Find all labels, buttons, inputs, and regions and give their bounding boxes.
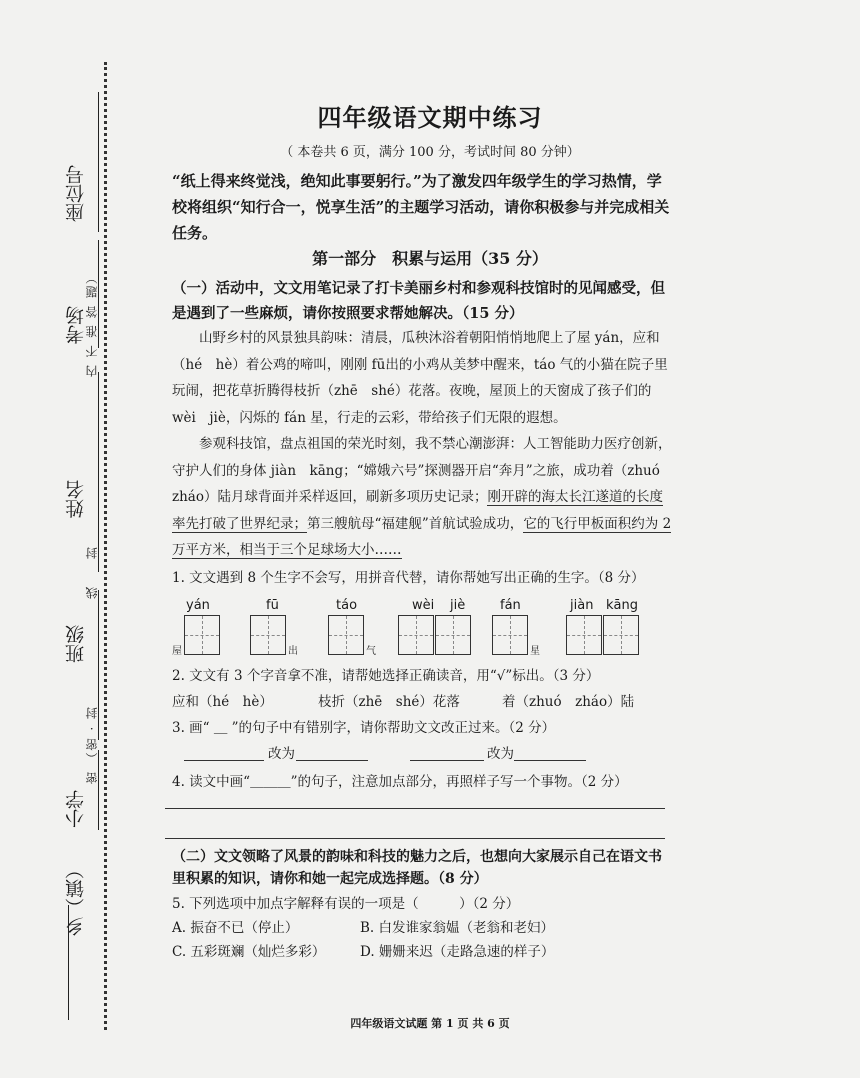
seal-dotted-line: [104, 62, 107, 1030]
char-grid-weijie[interactable]: [398, 615, 472, 655]
pinyin-label: wèi: [412, 598, 435, 613]
town-label: 乡（镇）: [65, 860, 87, 936]
passage-paragraph-1: 山野乡村的风景独具韵味：清晨，瓜秧沐浴着朝阳悄悄地爬上了屋 yán，应和（hé hè）着公鸡的啼叫，刚刚 fū出的小鸡从美梦中醒来，táo 气的小猫在院子里玩闹，把花草折腾得枝折（zhē shé）花落。夜晚，屋顶上的天窗成了孩子们的 wèi jiè，闪烁的 fán 星，行走的云彩，带给孩子们无限的遐想。: [172, 330, 668, 426]
reading-passage: [172, 325, 672, 564]
q3-answer-blank[interactable]: [410, 760, 484, 761]
seal-feng: 封: [85, 545, 99, 559]
seal-mi: 密: [85, 770, 99, 784]
grid-context-char: 星: [530, 646, 540, 657]
tianzige-cell[interactable]: [184, 615, 220, 655]
q3-answer-blank[interactable]: [514, 760, 586, 761]
q4-answer-line[interactable]: [165, 838, 665, 839]
grid-context-char: 气: [366, 646, 376, 657]
char-grid-fan[interactable]: [492, 615, 529, 655]
seal-xian: 线: [85, 585, 99, 599]
name-label: 姓名: [65, 480, 87, 518]
tianzige-cell[interactable]: [492, 615, 528, 655]
pinyin-label: fán: [500, 598, 521, 613]
question-4: 4. 读文中画“＿＿＿”的句子，注意加点部分，再照样子写一个事物。（2 分）: [172, 774, 628, 790]
underlined-sentence-2: 它的飞行甲板面积约为 2 万平方米，相当于三个足球场大小……: [172, 515, 672, 558]
town-line[interactable]: [68, 905, 69, 1020]
pinyin-label: kāng: [606, 598, 638, 613]
tianzige-cell[interactable]: [566, 615, 602, 655]
q2-option-3[interactable]: 着（zhuó zháo）陆: [502, 694, 635, 710]
tianzige-cell[interactable]: [603, 615, 639, 655]
pinyin-label: jiàn: [570, 598, 594, 613]
q5-option-b[interactable]: B. 白发谁家翁媪（老翁和老妇）: [360, 920, 555, 936]
passage-paragraph-2: [172, 431, 672, 564]
page-title: 四年级语文期中练习: [317, 103, 543, 132]
question-2: 2. 文文有 3 个字音拿不准，请帮她选择正确读音，用“√”标出。（3 分）: [172, 668, 600, 684]
section1-heading: （一）活动中，文文用笔记录了打卡美丽乡村和参观科技馆时的见闻感受，但是遇到了一些麻烦，请你按照要求帮她解决。（15 分）: [172, 280, 665, 322]
pinyin-label: jiè: [450, 598, 466, 613]
q5-option-c[interactable]: C. 五彩斑斓（灿烂多彩）: [172, 944, 326, 960]
grid-context-char: 出: [288, 646, 298, 657]
q5-option-a[interactable]: A. 振奋不已（停止）: [172, 920, 299, 936]
q2-option-2[interactable]: 枝折（zhē shé）花落: [318, 694, 460, 710]
tianzige-cell[interactable]: [250, 615, 286, 655]
passage-text: 参观科技馆，盘点祖国的荣光时刻，我不禁心潮澎湃：人工智能助力医疗创新，守护人们的身体 jiàn kāng；“嫦娥六号”探测器开启“奔月”之旅，成功着（zhuó zháo）陆月球背面并采样返回，刷新多项历史记录；: [172, 436, 674, 505]
q3-answer-blank[interactable]: [296, 760, 368, 761]
seal-text-top: 内 不 准 答 题）: [85, 270, 99, 378]
part-heading: 第一部分 积累与运用（35 分）: [312, 249, 548, 268]
school-label: 小学: [65, 790, 87, 828]
class-label: 班级: [65, 625, 87, 663]
tianzige-cell[interactable]: [328, 615, 364, 655]
q5-option-d[interactable]: D. 姗姗来迟（走路急速的样子）: [360, 944, 555, 960]
page-footer: 四年级语文试题 第 1 页 共 6 页: [350, 1017, 510, 1030]
q3-change-label-2: 改为: [487, 746, 514, 762]
underlined-sentence-1: 刚开辟的海太长江遂道的长度率先打破了世界纪录；: [172, 489, 663, 532]
passage-text: 第三艘航母“福建舰”首航试验成功，: [307, 515, 524, 532]
q4-answer-line[interactable]: [165, 808, 665, 809]
seal-text-left: （密 · 封: [85, 705, 99, 765]
q2-option-1[interactable]: 应和（hé hè）: [172, 694, 273, 710]
question-5: 5. 下列选项中加点字解释有误的一项是（ ）（2 分）: [172, 896, 520, 912]
q3-change-label-1: 改为: [268, 746, 295, 762]
exam-room-label: 考场: [65, 306, 87, 344]
exam-info: （ 本卷共 6 页，满分 100 分，考试时间 80 分钟）: [280, 145, 580, 160]
name-line[interactable]: [98, 372, 99, 572]
char-grid-tao[interactable]: [328, 615, 365, 655]
intro-text: “纸上得来终觉浅，绝知此事要躬行。”为了激发四年级学生的学习热情，学校将组织“知行合一，悦享生活”的主题学习活动，请你积极参与并完成相关任务。: [172, 172, 670, 242]
question-3: 3. 画“ ＿ ”的句子中有错别字，请你帮助文文改正过来。（2 分）: [172, 720, 556, 736]
grid-context-char: 屋: [172, 646, 182, 657]
char-grid-fu[interactable]: [250, 615, 287, 655]
seat-label: 座位号: [65, 165, 87, 222]
section2-heading: （二）文文领略了风景的韵味和科技的魅力之后，也想向大家展示自己在语文书里积累的知识，请你和她一起完成选择题。（8 分）: [172, 849, 662, 887]
question-1: 1. 文文遇到 8 个生字不会写，用拼音代替，请你帮她写出正确的生字。（8 分）: [172, 570, 645, 586]
pinyin-label: yán: [186, 598, 210, 613]
char-grid-yan[interactable]: [184, 615, 221, 655]
char-grid-jiankang[interactable]: [566, 615, 640, 655]
q3-answer-blank[interactable]: [184, 760, 264, 761]
pinyin-label: fū: [266, 598, 279, 613]
tianzige-cell[interactable]: [435, 615, 471, 655]
pinyin-label: táo: [336, 598, 358, 613]
tianzige-cell[interactable]: [398, 615, 434, 655]
